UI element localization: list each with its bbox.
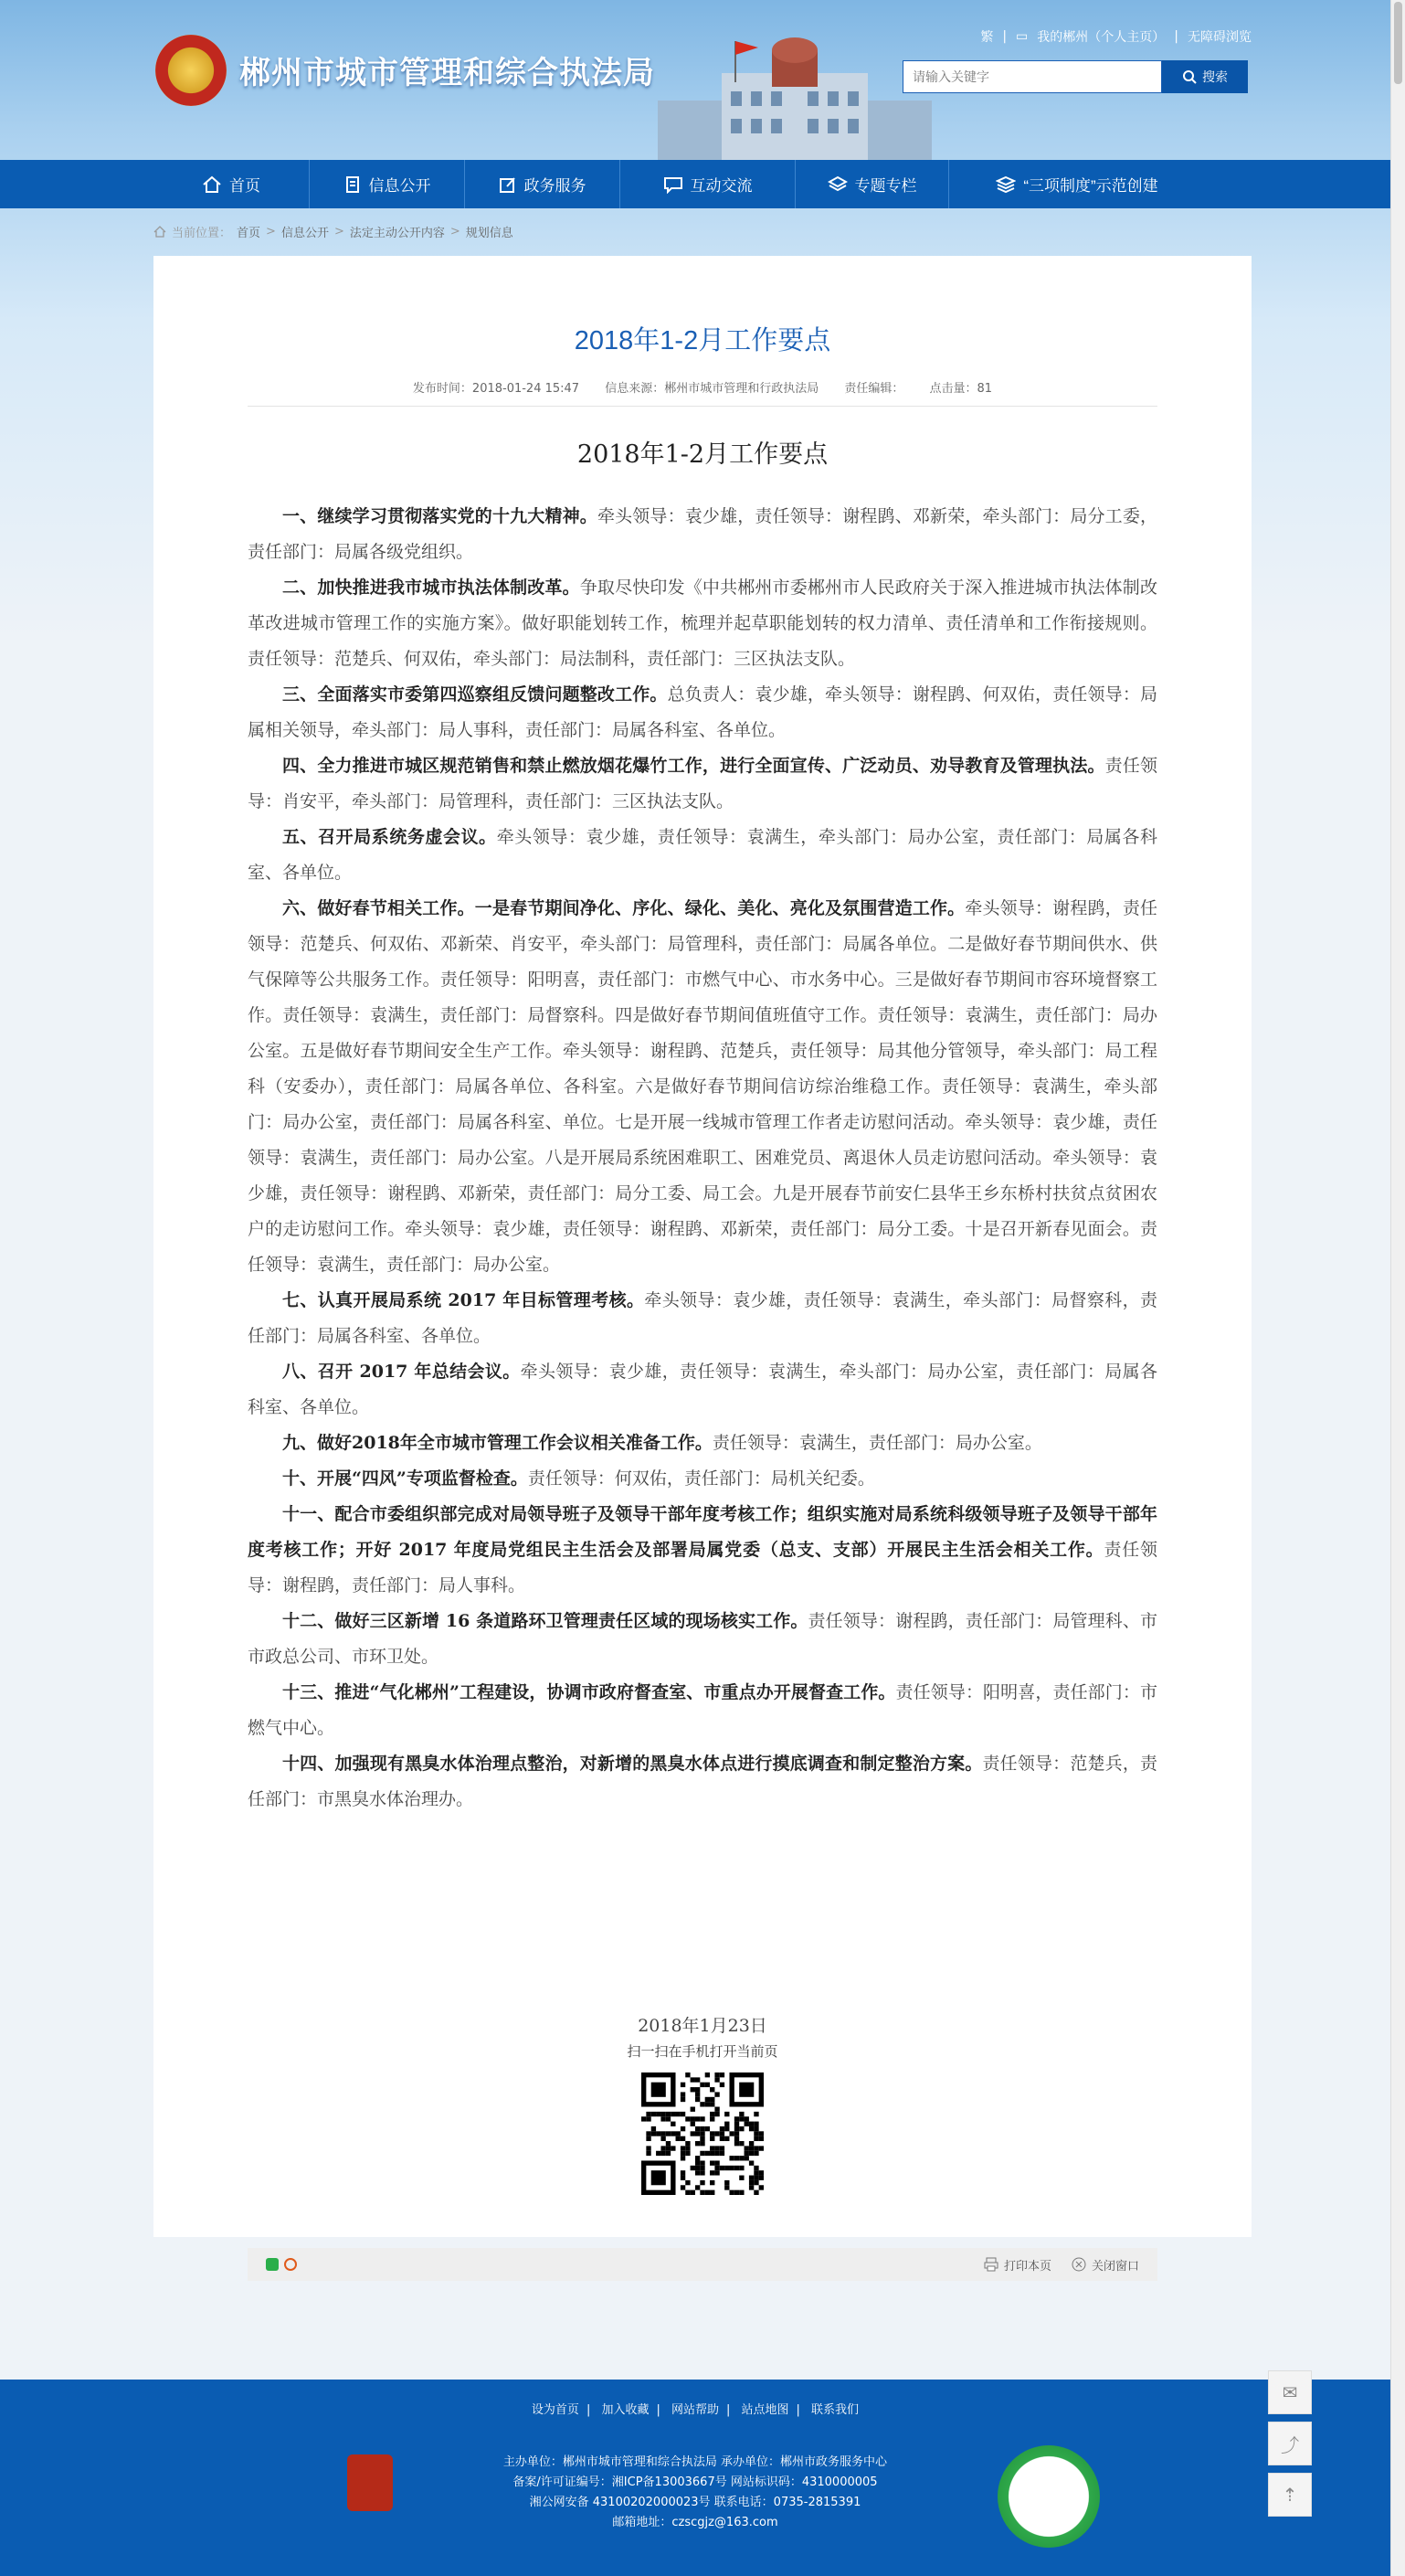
share-float-button[interactable] xyxy=(1268,2422,1312,2465)
separator: | xyxy=(1002,29,1008,44)
info-source: 信息来源：郴州市城市管理和行政执法局 xyxy=(605,382,819,396)
footer-link[interactable]: 设为首页 xyxy=(531,2403,579,2417)
search-box xyxy=(903,60,1252,93)
paragraph-text: 牵头领导：袁少雄，责任领导：谢程鹍、邓新荣，牵头部门：局分工委，责任部门：局属各级党组织。 xyxy=(248,506,1157,562)
breadcrumb-label: 当前位置： xyxy=(172,227,232,240)
view-count: 点击量：81 xyxy=(929,382,993,396)
close-icon xyxy=(1072,2257,1086,2272)
article-paragraph xyxy=(248,891,1157,1283)
paragraph-heading: 十二、做好三区新增 16 条道路环卫管理责任区域的现场核实工作。 xyxy=(282,1611,808,1631)
paragraph-text: 责任领导：阳明喜，责任部门：市燃气中心。 xyxy=(248,1682,1157,1738)
paragraph-text: 责任领导：谢程鹍，责任部门：局管理科、市市政总公司、市环卫处。 xyxy=(248,1611,1157,1667)
nav-three-systems[interactable] xyxy=(949,160,1205,208)
document-icon xyxy=(343,175,362,194)
toolbar-actions xyxy=(984,2256,1139,2274)
print-label: 打印本页 xyxy=(1003,2259,1051,2274)
breadcrumb-item[interactable]: 首页 xyxy=(237,227,261,240)
paragraph-text: 牵头领导：袁少雄，责任领导：袁满生，牵头部门：局办公室，责任部门：局属各科室、各单位。 xyxy=(248,1362,1157,1417)
article-paragraph xyxy=(248,1604,1157,1675)
site-title: 郴州市城市管理和综合执法局 xyxy=(239,56,655,90)
arrow-up-icon: ⇡ xyxy=(1282,2484,1298,2506)
building-illustration xyxy=(621,37,968,160)
home-icon xyxy=(202,175,222,194)
nav-label: 政务服务 xyxy=(523,177,586,195)
paragraph-text: 责任领导：何双佑，责任部门：局机关纪委。 xyxy=(527,1468,875,1489)
paragraph-heading: 九、做好2018年全市城市管理工作会议相关准备工作。 xyxy=(282,1433,713,1453)
paragraph-heading: 三、全面落实市委第四巡察组反馈问题整改工作。 xyxy=(282,684,668,705)
wechat-float-button[interactable] xyxy=(1268,2370,1312,2414)
article-paragraph xyxy=(248,1461,1157,1497)
search-icon xyxy=(1182,69,1197,84)
editor: 责任编辑： xyxy=(844,382,904,396)
article-paragraph xyxy=(248,1746,1157,1818)
breadcrumb xyxy=(153,223,513,240)
printer-icon xyxy=(984,2257,998,2272)
paragraph-heading: 十四、加强现有黑臭水体治理点整治，对新增的黑臭水体点进行摸底调查和制定整治方案。 xyxy=(282,1754,983,1774)
footer-link[interactable]: 联系我们 xyxy=(811,2403,860,2417)
paragraph-heading: 七、认真开展局系统 2017 年目标管理考核。 xyxy=(282,1290,645,1310)
paragraph-text: 责任领导：谢程鹍，责任部门：局人事科。 xyxy=(248,1540,1157,1595)
qr-code-icon xyxy=(641,2072,764,2195)
paragraph-heading: 十、开展“四风”专项监督检查。 xyxy=(282,1468,528,1489)
floating-tools xyxy=(1268,2370,1312,2517)
paragraph-text: 责任领导：肖安平，牵头部门：局管理科，责任部门：三区执法支队。 xyxy=(248,756,1157,811)
site-footer xyxy=(0,2380,1390,2576)
paragraph-heading: 一、继续学习贯彻落实党的十九大精神。 xyxy=(282,506,597,526)
nav-interaction[interactable] xyxy=(620,160,796,208)
article-subtitle: 2018年1-2月工作要点 xyxy=(576,440,829,469)
paragraph-text: 责任领导：袁满生，责任部门：局办公室。 xyxy=(712,1433,1042,1453)
traditional-chinese-link[interactable]: 繁 xyxy=(980,30,994,45)
wechat-icon: ✉ xyxy=(1282,2381,1298,2403)
email-info: 邮箱地址：czscgjz@163.com xyxy=(612,2516,778,2529)
article-paragraph xyxy=(248,1497,1157,1604)
article-title: 2018年1-2月工作要点 xyxy=(574,326,831,355)
article-paragraph xyxy=(248,499,1157,570)
article-meta xyxy=(153,378,1252,396)
paragraph-heading: 五、召开局系统务虚会议。 xyxy=(282,827,497,847)
article-paragraph xyxy=(248,820,1157,891)
icp-info: 备案/许可证编号：湘ICP备13003667号 网站标识码：4310000005 xyxy=(512,2475,878,2489)
search-input[interactable] xyxy=(903,60,1162,93)
footer-link[interactable]: 站点地图 xyxy=(741,2403,789,2417)
edit-icon xyxy=(499,175,517,194)
separator: | xyxy=(1174,29,1178,44)
footer-link[interactable]: 网站帮助 xyxy=(671,2403,719,2417)
wechat-share-icon[interactable] xyxy=(266,2258,279,2271)
weibo-share-icon[interactable] xyxy=(284,2258,297,2271)
article-paragraph xyxy=(248,1283,1157,1354)
back-to-top-button[interactable] xyxy=(1268,2473,1312,2517)
paragraph-text: 牵头领导：袁少雄，责任领导：袁满生，牵头部门：局督察科，责任部门：局属各科室、各单位。 xyxy=(248,1290,1157,1346)
monitor-icon: ▭ xyxy=(1016,29,1029,44)
paragraph-heading: 十一、配合市委组织部完成对局领导班子及领导干部年度考核工作；组织实施对局系统科级领导班子及领导干部年度考核工作；开好 2017 年度局党组民主生活会及部署局属党委（总支、支部）开展民主生活会相关工作。 xyxy=(248,1504,1157,1560)
nav-label: 首页 xyxy=(229,177,260,195)
breadcrumb-item[interactable]: 信息公开 xyxy=(280,227,329,240)
article-date: 2018年1月23日 xyxy=(638,2016,767,2036)
accessibility-link[interactable]: 无障碍浏览 xyxy=(1188,30,1252,45)
breadcrumb-item[interactable]: 规划信息 xyxy=(465,227,513,240)
national-emblem-icon xyxy=(155,35,227,106)
footer-links: 设为首页 | 加入收藏 | 网站帮助 | 站点地图 | 联系我们 xyxy=(531,2403,860,2417)
close-window-button[interactable] xyxy=(1072,2256,1139,2274)
article-paragraph xyxy=(248,570,1157,677)
article-card xyxy=(153,256,1252,2274)
breadcrumb-item[interactable]: 法定主动公开内容 xyxy=(349,227,445,240)
search-button-label: 搜索 xyxy=(1202,69,1228,84)
breadcrumb-sep: > xyxy=(449,225,460,239)
footer-link[interactable]: 加入收藏 xyxy=(601,2403,650,2417)
breadcrumb-sep: > xyxy=(266,225,276,239)
police-info: 湘公网安备 43100202000023号 联系电话：0735-2815391 xyxy=(529,2496,861,2509)
nav-special-topics[interactable] xyxy=(796,160,949,208)
paragraph-heading: 六、做好春节相关工作。一是春节期间净化、序化、绿化、美化、亮化及氛围营造工作。 xyxy=(282,898,966,918)
my-page-link[interactable]: 我的郴州（个人主页） xyxy=(1037,30,1166,45)
layers-icon xyxy=(828,175,848,194)
search-button[interactable] xyxy=(1162,60,1248,93)
nav-home[interactable] xyxy=(153,160,310,208)
nav-info-disclosure[interactable] xyxy=(310,160,465,208)
nav-gov-services[interactable] xyxy=(465,160,620,208)
paragraph-text: 牵头领导：袁少雄，责任领导：袁满生，牵头部门：局办公室，责任部门：局属各科室、各单位。 xyxy=(248,827,1157,883)
breadcrumb-sep: > xyxy=(333,225,344,239)
paragraph-heading: 八、召开 2017 年总结会议。 xyxy=(282,1362,521,1382)
share-icons xyxy=(266,2258,297,2271)
paragraph-text: 争取尽快印发《中共郴州市委郴州市人民政府关于深入推进城市执法体制改革改进城市管理工作的实施方案》。做好职能划转工作，梳理并起草职能划转的权力清单、责任清单和工作衔接规则。责任领导：范楚兵、何双佑，牵头部门：局法制科，责任部门：三区执法支队。 xyxy=(248,578,1157,669)
paragraph-heading: 二、加快推进我市城市执法体制改革。 xyxy=(282,578,580,598)
article-paragraph xyxy=(248,1354,1157,1426)
paragraph-heading: 四、全力推进市城区规范销售和禁止燃放烟花爆竹工作，进行全面宣传、广泛动员、劝导教育及管理执法。 xyxy=(282,756,1105,776)
article-paragraph xyxy=(248,1426,1157,1461)
nav-label: “三项制度”示范创建 xyxy=(1023,177,1158,195)
article-paragraph xyxy=(248,1675,1157,1746)
article-body xyxy=(248,499,1157,1818)
qr-label: 扫一扫在手机打开当前页 xyxy=(627,2043,778,2060)
article-toolbar xyxy=(248,2248,1157,2281)
paragraph-text: 责任领导：范楚兵，责任部门：市黑臭水体治理办。 xyxy=(248,1754,1157,1809)
article-paragraph xyxy=(248,748,1157,820)
publish-time: 发布时间：2018-01-24 15:47 xyxy=(412,382,580,396)
footer-info xyxy=(0,2453,1390,2533)
stack-icon xyxy=(996,175,1016,194)
home-icon xyxy=(153,226,166,238)
close-label: 关闭窗口 xyxy=(1091,2259,1139,2274)
sponsor-info: 主办单位：郴州市城市管理和综合执法局 承办单位：郴州市政务服务中心 xyxy=(502,2455,888,2469)
site-header xyxy=(0,0,1405,160)
nav-label: 互动交流 xyxy=(690,177,753,195)
article-paragraph xyxy=(248,677,1157,748)
nav-label: 信息公开 xyxy=(368,177,431,195)
paragraph-text: 牵头领导：谢程鹍，责任领导：范楚兵、何双佑、邓新荣、肖安平，牵头部门：局管理科，责任部门：局属各单位。二是做好春节期间供水、供气保障等公共服务工作。责任领导：阳明喜，责任部门：市燃气中心、市水务中心。三是做好春节期间市容环境督察工作。责任领导：袁满生，责任部门：局督察科。四是做好春节期间值班值守工作。责任领导：袁满生，责任部门：局办公室。五是做好春节期间安全生产工作。牵头领导：谢程鹍、范楚兵，责任领导：局其他分管领导，牵头部门：局工程科（安委办），责任部门：局属各单位、各科室。六是做好春节期间信访综治维稳工作。责任领导：袁满生，牵头部门：局办公室，责任部门：局属各科室、单位。七是开展一线城市管理工作者走访慰问活动。牵头领导：袁少雄，责任领导：袁满生，责任部门：局办公室。八是开展局系统困难职工、困难党员、离退休人员走访慰问活动。牵头领导：袁少雄，责任领导：谢程鹍、邓新荣，责任部门：局分工委、局工会。九是开展春节前安仁县华王乡东桥村扶贫点贫困农户的走访慰问工作。牵头领导：袁少雄，责任领导：谢程鹍、邓新荣，责任部门：局分工委。十是召开新春见面会。责任领导：袁满生，责任部门：局办公室。 xyxy=(248,898,1157,1275)
page-scrollbar[interactable] xyxy=(1390,0,1405,2576)
civilization-badge-icon[interactable] xyxy=(998,2445,1100,2548)
nav-label: 专题专栏 xyxy=(854,177,917,195)
share-icon: ⤴ xyxy=(1281,2433,1299,2456)
top-links xyxy=(980,27,1252,46)
chat-icon xyxy=(663,175,683,194)
scrollbar-thumb[interactable] xyxy=(1394,2,1402,84)
divider xyxy=(248,406,1157,407)
main-nav xyxy=(0,160,1390,208)
paragraph-text: 总负责人：袁少雄，牵头领导：谢程鹍、何双佑，责任领导：局属相关领导，牵头部门：局人事科，责任部门：局属各科室、各单位。 xyxy=(248,684,1157,740)
paragraph-heading: 十三、推进“气化郴州”工程建设，协调市政府督查室、市重点办开展督查工作。 xyxy=(282,1682,896,1702)
print-button[interactable] xyxy=(984,2256,1051,2274)
